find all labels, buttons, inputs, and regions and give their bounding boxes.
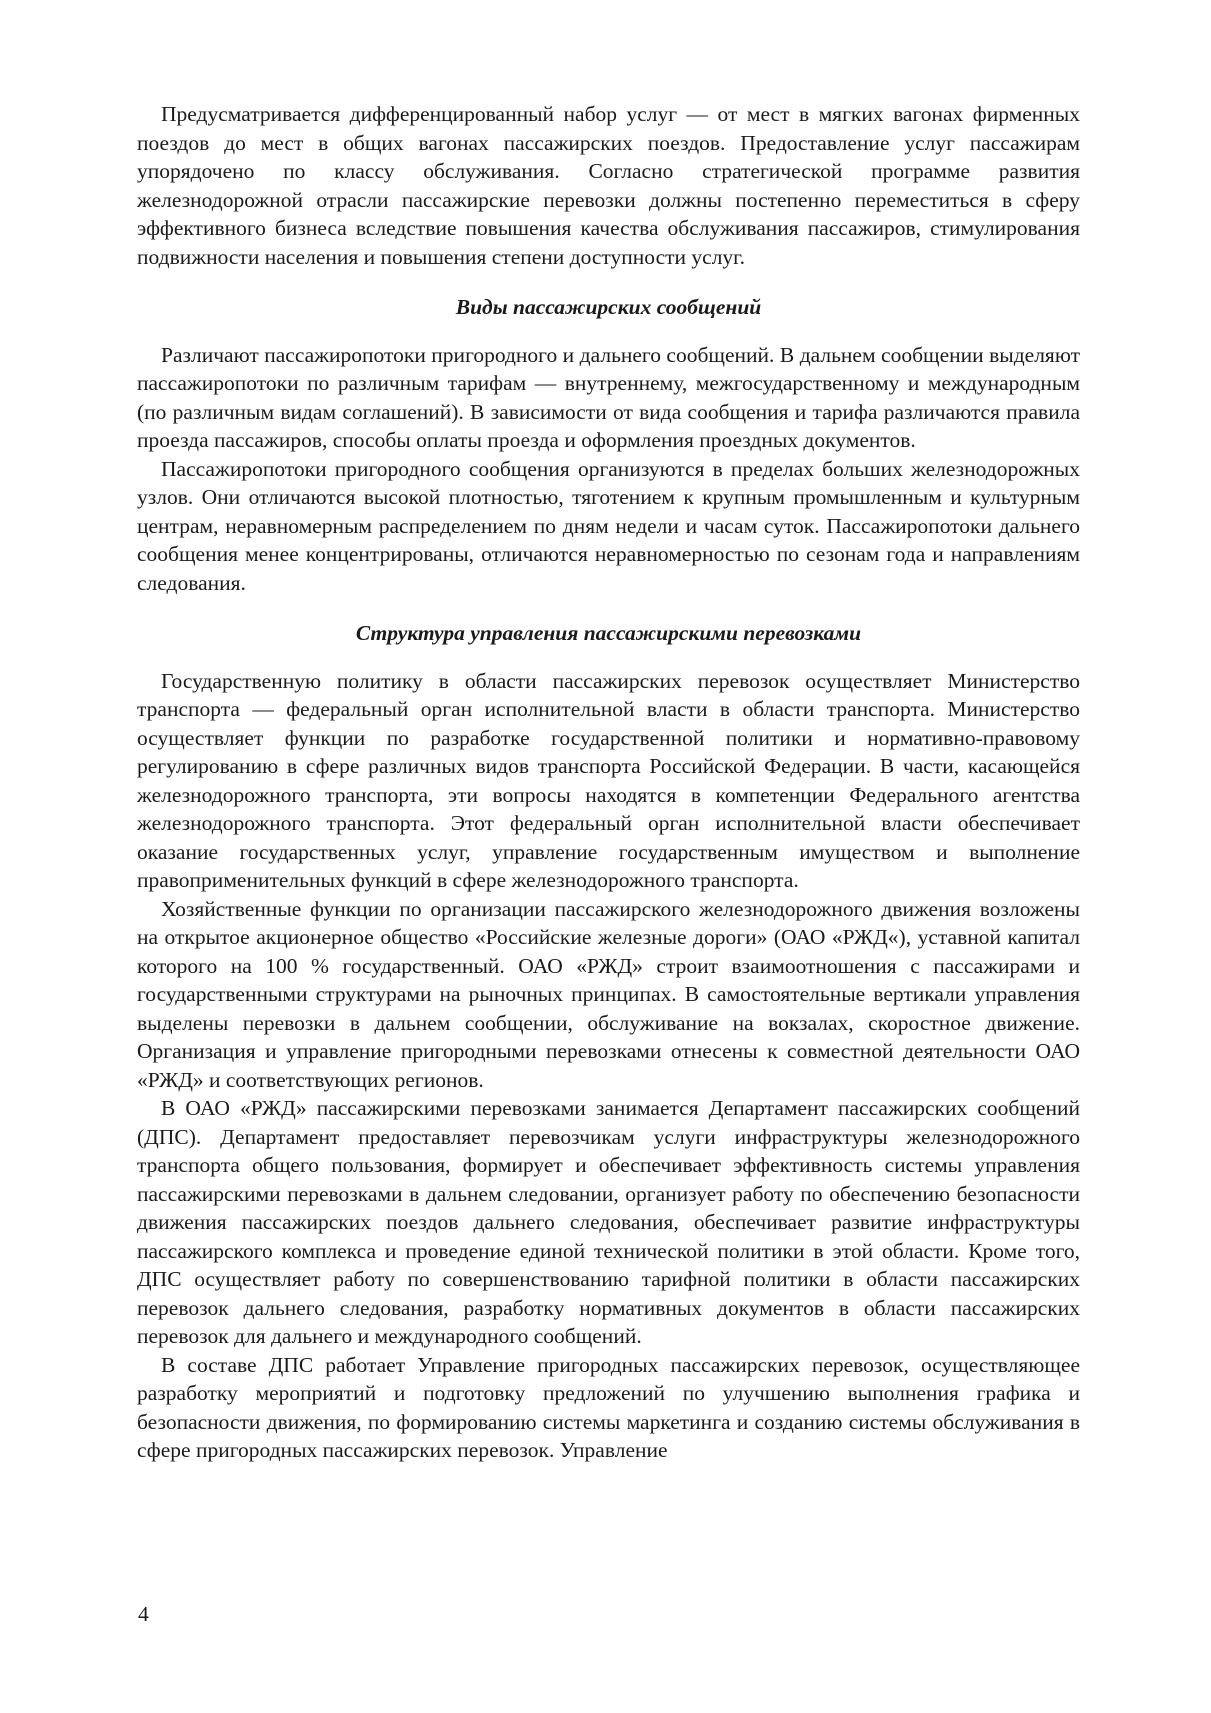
- section-heading: Структура управления пассажирскими перевозками: [355, 621, 862, 645]
- section-heading: Виды пассажирских сообщений: [455, 295, 762, 319]
- paragraph: Пассажиропотоки пригородного сообщения организуются в пределах больших железнодорожных узлов. Они отличаются высокой плотностью, тяготением к крупным промышленным и культурным центрам, неравномерным распределением по дням недели и часам суток. Пассажиропотоки дальнего сообщения менее концентрированы, отличаются неравномерностью по сезонам года и направлениям следования.: [137, 456, 1080, 595]
- paragraph: Хозяйственные функции по организации пассажирского железнодорожного движения возложены на открытое акционерное общество «Российские железные дороги» (ОАО «РЖД«), уставной капитал которого на 100 % государственный. ОАО «РЖД» строит взаимоотношения с пассажирами и государственными структурами на рыночных принципах. В самостоятельные вертикали управления выделены перевозки в дальнем сообщении, обслуживание на вокзалах, скоростное движение. Организация и управление пригородными перевозками отнесены к совместной деятельности ОАО «РЖД» и соответствующих регионов.: [137, 896, 1080, 1092]
- paragraph: В составе ДПС работает Управление пригородных пассажирских перевозок, осуществляющее разработку мероприятий и подготовку предложений по улучшению выполнения графика и безопасности движения, по формированию системы маркетинга и созданию системы обслуживания в сфере пригородных пассажирских перевозок. Управление: [137, 1352, 1080, 1462]
- paragraph: Различают пассажиропотоки пригородного и дальнего сообщений. В дальнем сообщении выделяют пассажиропотоки по различным тарифам — внутреннему, межгосударственному и международным (по различным видам соглашений). В зависимости от вида сообщения и тарифа различаются правила проезда пассажиров, способы оплаты проезда и оформления проездных документов.: [137, 342, 1080, 452]
- paragraph: Государственную политику в области пассажирских перевозок осуществляет Министерство транспорта — федеральный орган исполнительной власти в области транспорта. Министерство осуществляет функции по разработке государственной политики и нормативно-правовому регулированию в сфере различных видов транспорта Российской Федерации. В части, касающейся железнодорожного транспорта, эти вопросы находятся в компетенции Федерального агентства железнодорожного транспорта. Этот федеральный орган исполнительной власти обеспечивает оказание государственных услуг, управление государственным имуществом и выполнение правоприменительных функций в сфере железнодорожного транспорта.: [137, 668, 1080, 892]
- paragraph: В ОАО «РЖД» пассажирскими перевозками занимается Департамент пассажирских сообщений (ДПС). Департамент предоставляет перевозчикам услуги инфраструктуры железнодорожного транспорта общего пользования, формирует и обеспечивает эффективность системы управления пассажирскими перевозками в дальнем следовании, организует работу по обеспечению безопасности движения пассажирских поездов дальнего следования, обеспечивает развитие инфраструктуры пассажирского комплекса и проведение единой технической политики в этой области. Кроме того, ДПС осуществляет работу по совершенствованию тарифной политики в области пассажирских перевозок дальнего следования, разработку нормативных документов в области пассажирских перевозок для дальнего и международного сообщений.: [137, 1096, 1080, 1348]
- page-number: 4: [138, 1602, 149, 1626]
- body-text: [137, 100, 1080, 1465]
- paragraph: Предусматривается дифференцированный набор услуг — от мест в мягких вагонах фирменных поездов до мест в общих вагонах пассажирских поездов. Предоставление услуг пассажирам упорядочено по классу обслуживания. Согласно стратегической программе развития железнодорожной отрасли пассажирские перевозки должны постепенно переместиться в сферу эффективного бизнеса вследствие повышения качества обслуживания пассажиров, стимулирования подвижности населения и повышения степени доступности услуг.: [137, 102, 1080, 269]
